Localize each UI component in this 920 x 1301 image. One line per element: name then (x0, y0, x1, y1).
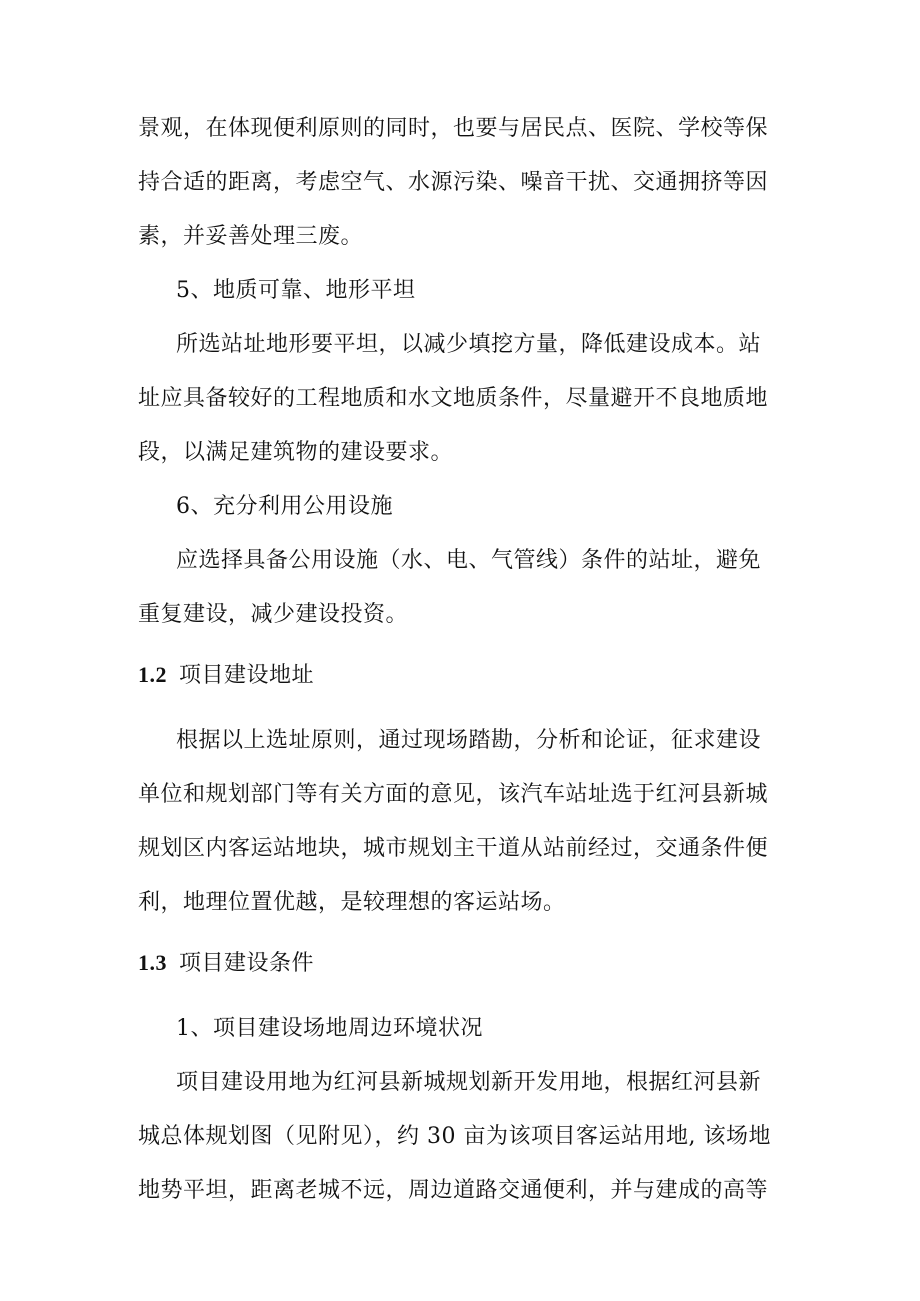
paragraph-line: 应选择具备公用设施（水、电、气管线）条件的站址，避免 (176, 548, 762, 573)
section-heading (138, 660, 314, 691)
section-title: 项目建设地址 (179, 663, 315, 688)
section-title: 项目建设条件 (179, 951, 315, 976)
section-number: 1.3 (138, 950, 167, 975)
section-heading (138, 948, 314, 979)
list-item-heading: 6、充分利用公用设施 (176, 494, 393, 519)
paragraph-line: 址应具备较好的工程地质和水文地质条件，尽量避开不良地质地 (138, 386, 769, 411)
paragraph-line: 地势平坦，距离老城不远，周边道路交通便利，并与建成的高等 (138, 1178, 769, 1203)
list-item-heading: 1、项目建设场地周边环境状况 (176, 1016, 483, 1041)
paragraph-line: 单位和规划部门等有关方面的意见，该汽车站址选于红河县新城 (138, 782, 769, 807)
paragraph-line: 素，并妥善处理三废。 (138, 224, 364, 249)
paragraph-line: 根据以上选址原则，通过现场踏勘，分析和论证，征求建设 (176, 728, 762, 753)
section-number: 1.2 (138, 662, 167, 687)
paragraph-line: 景观，在体现便利原则的同时，也要与居民点、医院、学校等保 (138, 116, 769, 141)
paragraph-line: 段，以满足建筑物的建设要求。 (138, 440, 454, 465)
paragraph-line: 城总体规划图（见附见），约 30 亩为该项目客运站用地, 该场地 (138, 1124, 771, 1149)
paragraph-line: 所选站址地形要平坦，以减少填挖方量，降低建设成本。站 (176, 332, 762, 357)
paragraph-line: 利，地理位置优越，是较理想的客运站场。 (138, 890, 566, 915)
list-item-heading: 5、地质可靠、地形平坦 (176, 278, 416, 303)
paragraph-line: 规划区内客运站地块，城市规划主干道从站前经过，交通条件便 (138, 836, 769, 861)
paragraph-line: 持合适的距离，考虑空气、水源污染、噪音干扰、交通拥挤等因 (138, 170, 769, 195)
paragraph-line: 重复建设，减少建设投资。 (138, 602, 409, 627)
paragraph-line: 项目建设用地为红河县新城规划新开发用地，根据红河县新 (176, 1070, 762, 1095)
